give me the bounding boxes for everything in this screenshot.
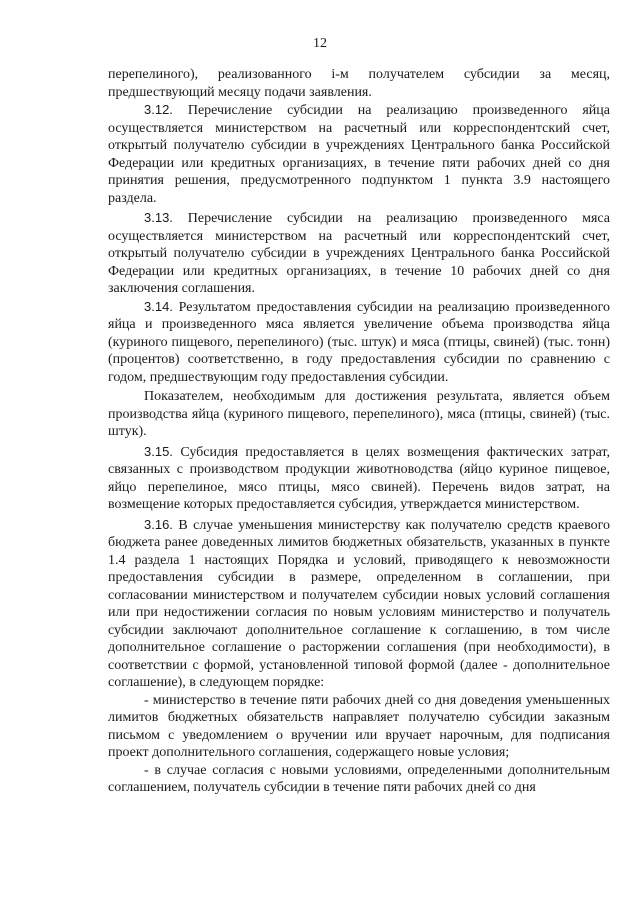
- paragraph-text: перепелиного), реализованного i-м получателем субсидии за месяц, предшествующий месяцу подачи заявления.: [108, 67, 610, 100]
- paragraph-3-16: [108, 516, 610, 692]
- paragraph-continuation: [108, 66, 610, 101]
- clause-number: 3.12.: [144, 102, 173, 117]
- document-body: [108, 66, 610, 797]
- paragraph-3-14: [108, 298, 610, 387]
- paragraph-3-15: [108, 443, 610, 514]
- paragraph-text: В случае уменьшения министерству как получателю средств краевого бюджета ранее доведенных лимитов бюджетных обязательств, указанных в пункте 1.4 раздела 1 настоящих Порядка и условий, приводящего к невозможности предоставления субсидии в размере, определенном в соглашении, при согласовании министерством и получателем субсидии новых условий соглашения или при недостижении согласия по новым условиям министерство и получатель субсидии заключают дополнительное соглашение к соглашению, в том числе дополнительное соглашение о расторжении соглашения (при необходимости), в соответствии с формой, установленной типовой формой (далее - дополнительное соглашение), в следующем порядке:: [108, 517, 610, 690]
- paragraph-text: - министерство в течение пяти рабочих дней со дня доведения уменьшенных лимитов бюджетных обязательств направляет получателю субсидии заказным письмом с уведомлением о вручении или вручает нарочным, для подписания проект дополнительного соглашения, содержащего новые условия;: [108, 692, 610, 760]
- paragraph-text: Перечисление субсидии на реализацию произведенного мяса осуществляется министерством на расчетный или корреспондентский счет, открытый получателю субсидии в учреждениях Центрального банка Российской Федерации или кредитных организациях, в течение 10 рабочих дней со дня заключения соглашения.: [108, 211, 610, 296]
- paragraph-text: Результатом предоставления субсидии на реализацию произведенного яйца и произведенного мяса является увеличение объема производства яйца (куриного пищевого, перепелиного) (тыс. штук) и мяса (птицы, свиней) (тыс. тонн) (процентов) соответственно, в году предоставления субсидии по сравнению с годом, предшествующим году предоставления субсидии.: [108, 299, 610, 385]
- page-number: 12: [313, 36, 327, 51]
- paragraph-text: Показателем, необходимым для достижения результата, является объем производства яйца (куриного пищевого, перепелиного), мяса (птицы, свиней) (тыс. штук).: [108, 389, 610, 439]
- paragraph-text: - в случае согласия с новыми условиями, определенными дополнительным соглашением, получатель субсидии в течение пяти рабочих дней со дня: [108, 762, 610, 795]
- paragraph-list-item-2: [108, 762, 610, 797]
- clause-number: 3.13.: [144, 210, 173, 225]
- clause-number: 3.16.: [144, 516, 173, 532]
- paragraph-indicator: [108, 388, 610, 441]
- paragraph-3-13: [108, 209, 610, 298]
- paragraph-text: Субсидия предоставляется в целях возмещения фактических затрат, связанных с производством продукции животноводства (яйцо куриное пищевое, яйцо перепелиное, мясо птицы, мясо свиней). Перечень видов затрат, на возмещение которых предоставляется субсидия, утверждается министерством.: [108, 444, 610, 512]
- clause-number: 3.15.: [144, 443, 173, 459]
- paragraph-list-item-1: [108, 692, 610, 762]
- paragraph-text: Перечисление субсидии на реализацию произведенного яйца осуществляется министерством на расчетный или корреспондентский счет, открытый получателю субсидии в учреждениях Центрального банка Российской Федерации или кредитных организациях, в течение пяти рабочих дней со дня принятия решения, предусмотренного подпунктом 1 пункта 3.9 настоящего раздела.: [108, 103, 610, 206]
- paragraph-3-12: [108, 101, 610, 207]
- clause-number: 3.14.: [144, 298, 173, 314]
